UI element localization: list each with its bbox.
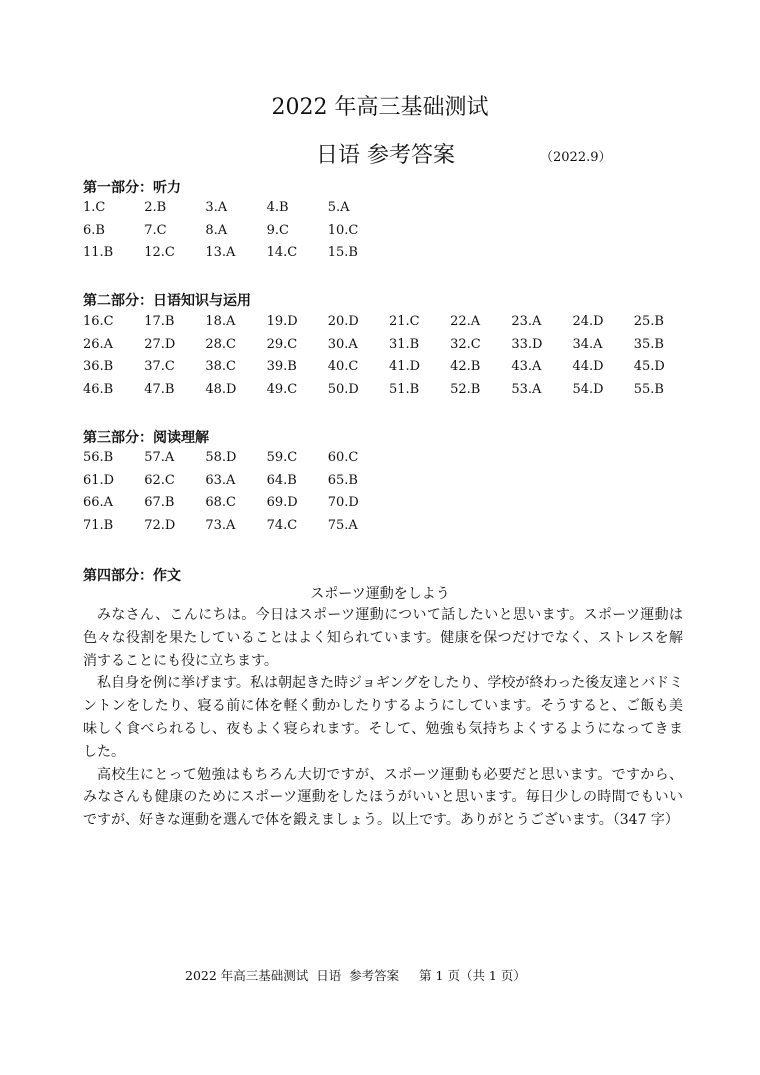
answer-cell: 28.C — [205, 336, 236, 352]
document-title: 2022 年高三基础测试 — [271, 95, 489, 120]
answer-cell: 42.B — [450, 359, 481, 375]
answer-cell: 66.A — [83, 495, 114, 511]
answer-cell: 75.A — [327, 518, 358, 534]
answer-cell: 5.A — [327, 200, 350, 215]
answer-row — [83, 379, 695, 402]
answer-cell: 72.D — [144, 518, 176, 534]
answer-cell: 65.B — [327, 472, 358, 488]
section-heading-listening: 第一部分：听力 — [83, 180, 181, 196]
answer-row — [83, 242, 389, 265]
answer-cell: 13.A — [205, 245, 236, 261]
answer-cell: 6.B — [83, 222, 105, 238]
answer-cell: 41.D — [388, 359, 421, 375]
answer-cell: 67.B — [144, 495, 175, 511]
answer-cell: 62.C — [144, 472, 175, 488]
answer-cell: 14.C — [266, 245, 298, 261]
answer-cell: 27.D — [144, 336, 176, 352]
answer-row — [83, 492, 389, 515]
answer-cell: 23.A — [511, 314, 542, 329]
answer-cell: 2.B — [144, 200, 167, 215]
answer-cell: 51.B — [388, 382, 420, 398]
answer-cell: 73.A — [205, 518, 236, 534]
answer-row — [83, 447, 389, 470]
answer-cell: 16.C — [83, 314, 114, 329]
answer-cell: 50.D — [327, 382, 359, 398]
answer-cell: 59.C — [266, 450, 298, 465]
answer-cell: 21.C — [388, 314, 420, 329]
essay-paragraph: 私自身を例に挙げます。私は朝起きた時ジョギングをしたり、学校が終わった後友達とバドミントンをしたり、寝る前に体を軽く動かしたりするようにしています。そうすると、ご飯も美味しく食べられるし、夜もよく寝られます。そして、勉強も気持ちよくするようになってきました。 — [83, 675, 683, 760]
answer-cell: 48.D — [205, 382, 237, 398]
answer-cell: 19.D — [266, 314, 298, 329]
answer-cell: 58.D — [205, 450, 237, 465]
answer-cell: 64.B — [266, 472, 297, 488]
answer-cell: 54.D — [572, 382, 604, 398]
answer-cell: 40.C — [327, 359, 359, 375]
answer-cell: 32.C — [450, 336, 481, 352]
answer-cell: 33.D — [511, 336, 543, 352]
section-heading-knowledge: 第二部分：日语知识与运用 — [83, 293, 251, 309]
page-footer: 2022 年高三基础测试 日语 参考答案 第 1 页（共 1 页） — [185, 968, 526, 983]
answer-cell: 29.C — [266, 336, 298, 352]
essay-paragraph: 高校生にとって勉強はもちろん大切ですが、スポーツ運動も必要だと思います。ですから、みなさんも健康のためにスポーツ運動をしたほうがいいと思います。毎日少しの時間でもいいですが、好きな運動を選んで体を鍛えましょう。以上です。ありがとうございます。（347 字） — [83, 766, 683, 829]
answer-cell: 8.A — [205, 222, 228, 238]
answer-cell: 25.B — [633, 314, 664, 329]
answer-cell: 36.B — [83, 359, 114, 375]
answer-cell: 63.A — [205, 472, 236, 488]
answer-cell: 34.A — [572, 336, 603, 352]
answer-cell: 11.B — [83, 245, 114, 261]
answer-cell: 57.A — [144, 450, 175, 465]
answer-cell: 71.B — [83, 518, 114, 534]
answer-cell: 39.B — [266, 359, 297, 375]
answer-cell: 26.A — [83, 336, 114, 352]
answer-row — [83, 356, 695, 379]
answer-cell: 74.C — [266, 518, 298, 534]
answer-row — [83, 334, 695, 357]
document-subtitle: 日语 参考答案 — [316, 143, 455, 168]
answer-cell: 60.C — [327, 450, 359, 465]
answer-row — [83, 197, 389, 220]
answer-cell: 52.B — [450, 382, 481, 398]
answer-cell: 47.B — [144, 382, 175, 398]
answer-cell: 17.B — [144, 314, 175, 329]
answer-cell: 70.D — [327, 495, 359, 511]
answer-cell: 22.A — [450, 314, 481, 329]
answer-row — [83, 515, 389, 538]
answer-cell: 53.A — [511, 382, 542, 398]
answer-cell: 43.A — [511, 359, 542, 375]
answer-cell: 46.B — [83, 382, 114, 398]
answer-cell: 35.B — [633, 336, 664, 352]
answer-cell: 24.D — [572, 314, 604, 329]
answer-cell: 4.B — [266, 200, 289, 215]
answer-cell: 31.B — [388, 336, 420, 352]
answer-cell: 15.B — [327, 245, 358, 261]
answer-cell: 30.A — [327, 336, 358, 352]
exam-date: （2022.9） — [540, 150, 612, 165]
answer-cell: 61.D — [83, 472, 115, 488]
answer-cell: 1.C — [83, 200, 106, 215]
answer-cell: 7.C — [144, 222, 167, 238]
answer-cell: 44.D — [572, 359, 604, 375]
answer-row — [83, 470, 389, 493]
answer-cell: 49.C — [266, 382, 298, 398]
answer-cell: 69.D — [266, 495, 298, 511]
answer-grid-listening — [83, 197, 389, 265]
section-heading-writing: 第四部分：作文 — [83, 568, 181, 584]
answer-cell: 55.B — [633, 382, 664, 398]
essay-paragraph: みなさん、こんにちは。今日はスポーツ運動について話したいと思います。スポーツ運動は色々な役割を果たしていることはよく知られています。健康を保つだけでなく、ストレスを解消することにも役に立ちます。 — [83, 607, 683, 669]
answer-grid-reading — [83, 447, 389, 538]
essay-body — [83, 604, 683, 832]
answer-cell: 38.C — [205, 359, 236, 375]
answer-grid-knowledge — [83, 311, 695, 402]
answer-cell: 56.B — [83, 450, 114, 465]
answer-cell: 68.C — [205, 495, 236, 511]
answer-cell: 12.C — [144, 245, 175, 261]
answer-cell: 18.A — [205, 314, 236, 329]
answer-cell: 9.C — [266, 222, 289, 238]
answer-cell: 45.D — [633, 359, 665, 375]
answer-row — [83, 220, 389, 243]
section-heading-reading: 第三部分：阅读理解 — [83, 430, 209, 446]
answer-cell: 10.C — [327, 222, 359, 238]
answer-cell: 20.D — [327, 314, 359, 329]
answer-cell: 37.C — [144, 359, 175, 375]
answer-row — [83, 311, 695, 334]
essay-title: スポーツ運動をしよう — [310, 586, 450, 602]
answer-cell: 3.A — [205, 200, 228, 215]
